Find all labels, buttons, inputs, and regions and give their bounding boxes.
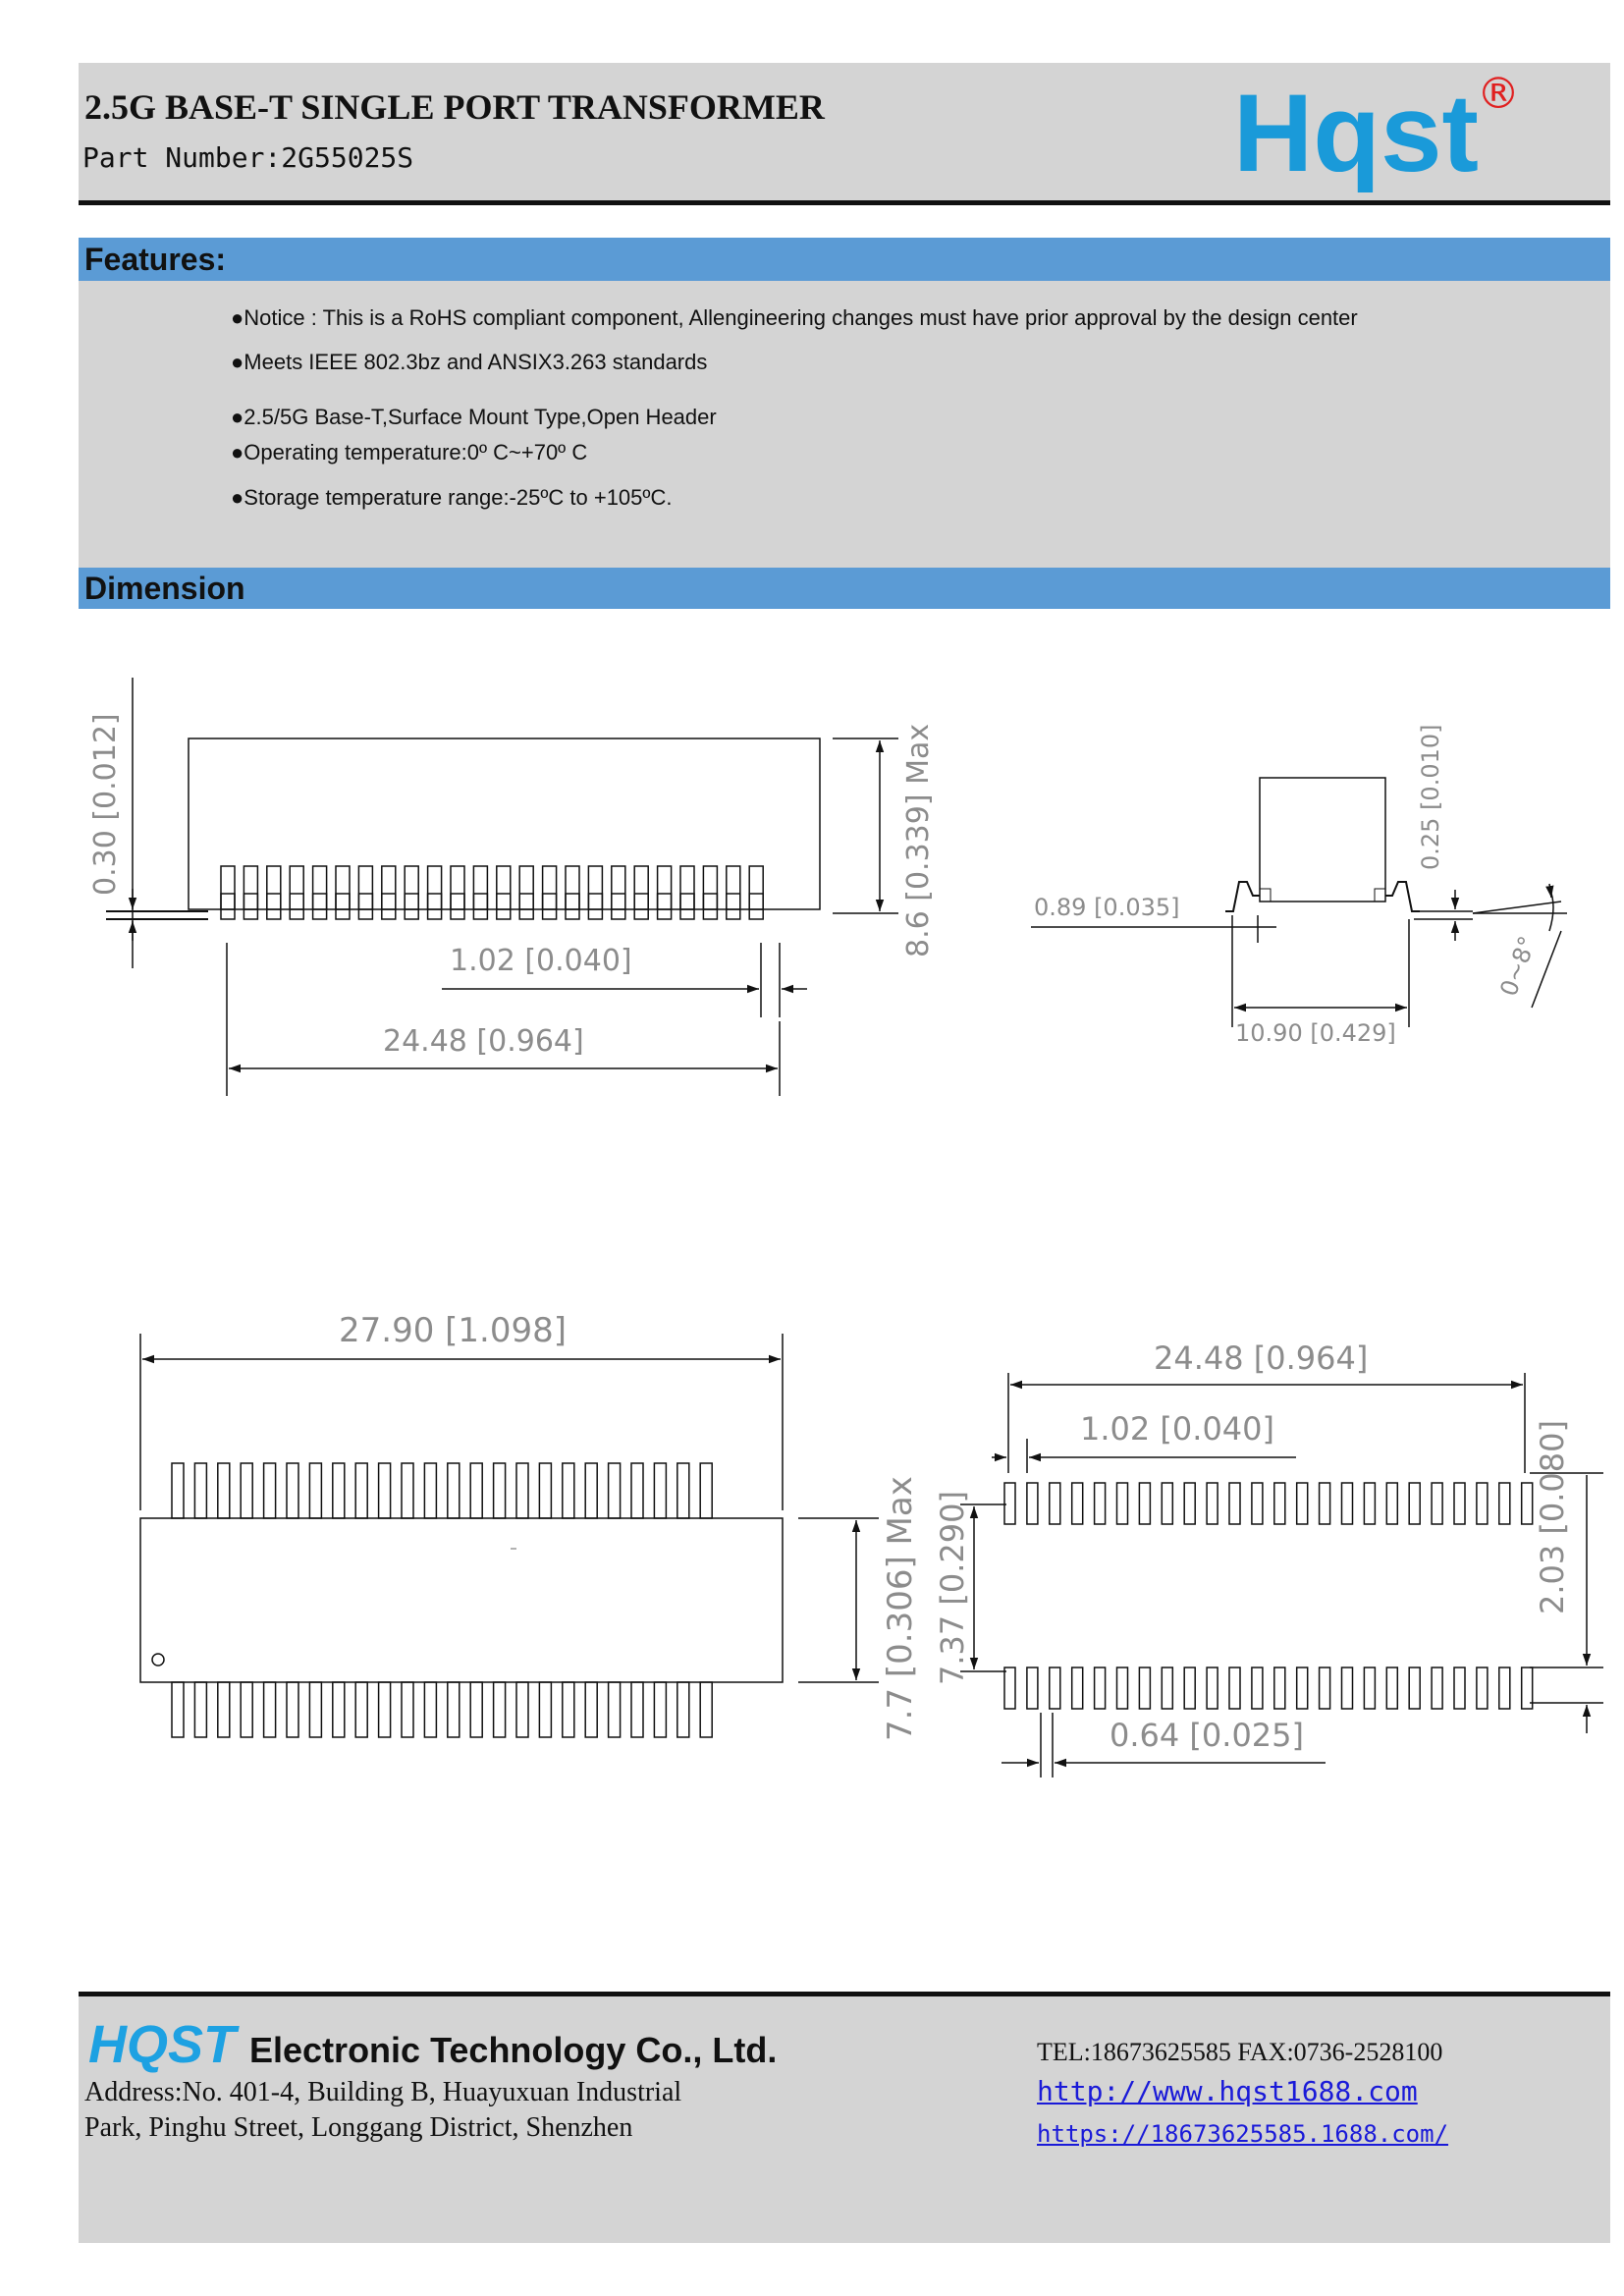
feature-item: ●Meets IEEE 802.3bz and ANSIX3.263 standards (231, 350, 708, 374)
feature-item: ●Storage temperature range:-25ºC to +105ºC. (231, 485, 673, 510)
dimension-heading: Dimension (79, 568, 1610, 609)
top-view-lead (333, 1463, 345, 1518)
feature-item: ●Operating temperature:0º C~+70º C (231, 440, 588, 465)
side-view-lead-foot (612, 894, 625, 919)
pad-row-spacing-label: 7.37 [0.290] (934, 1491, 971, 1685)
side-view-lead-foot (566, 894, 579, 919)
top-view-lead (355, 1463, 367, 1518)
land-pad (1432, 1483, 1442, 1524)
side-view-bottom-leads (221, 894, 763, 919)
lead-span-label: 10.90 [0.429] (1235, 1019, 1396, 1047)
top-view-lead (609, 1682, 621, 1737)
top-view-lead (333, 1682, 345, 1737)
side-view-lead-foot (244, 894, 257, 919)
land-pad (1409, 1483, 1420, 1524)
side-view-lead (382, 866, 396, 909)
pad-length-label: 2.03 [0.080] (1534, 1420, 1571, 1614)
top-view-lead (700, 1463, 712, 1518)
land-pad (1207, 1667, 1218, 1709)
land-pad (1252, 1667, 1263, 1709)
land-pad (1297, 1483, 1308, 1524)
top-view-lead (677, 1463, 689, 1518)
side-view-lead (244, 866, 257, 909)
side-view-lead-foot (290, 894, 303, 919)
land-pad (1229, 1667, 1240, 1709)
lead-angle-label: 0~8° (1494, 932, 1543, 1001)
side-view-lead (727, 866, 740, 909)
pin-span-label: 24.48 [0.964] (383, 1024, 584, 1059)
top-view-lead (470, 1463, 482, 1518)
top-view-lead (470, 1682, 482, 1737)
side-view-lead-foot (543, 894, 557, 919)
store-link[interactable]: https://18673625585.1688.com/ (1037, 2120, 1449, 2148)
land-pad (1274, 1667, 1285, 1709)
hqst-logo (1229, 65, 1524, 192)
land-pad (1004, 1483, 1015, 1524)
top-view-lead (402, 1463, 413, 1518)
top-view-lead (379, 1463, 391, 1518)
land-pad (1364, 1483, 1375, 1524)
top-view-lead (287, 1682, 298, 1737)
side-view-lead-foot (451, 894, 464, 919)
logo-text: Hqst (1233, 72, 1479, 192)
side-view-lead-foot (658, 894, 672, 919)
feature-item: ●Notice : This is a RoHS compliant component, Allengineering changes must have prior approval by the design center (231, 305, 1358, 330)
side-view (106, 678, 898, 1096)
land-pattern-upper-pads (1004, 1483, 1533, 1524)
top-view-lead (424, 1463, 436, 1518)
land-pad (1386, 1667, 1397, 1709)
lead-thickness-label: 0.30 [0.012] (88, 713, 123, 896)
land-pad (1522, 1667, 1533, 1709)
land-pad (1252, 1483, 1263, 1524)
land-pad (1477, 1667, 1488, 1709)
features-list (79, 281, 1610, 568)
top-view-lead (494, 1463, 506, 1518)
top-view (140, 1334, 879, 1737)
top-view-lead (654, 1463, 666, 1518)
top-view-lead (654, 1682, 666, 1737)
pad-width-label: 0.64 [0.025] (1110, 1717, 1304, 1754)
side-view-lead (428, 866, 442, 909)
document-title: 2.5G BASE-T SINGLE PORT TRANSFORMER (84, 87, 825, 127)
land-pad (1297, 1667, 1308, 1709)
land-pattern (960, 1373, 1603, 1777)
land-pad (1320, 1483, 1330, 1524)
side-view-lead-foot (405, 894, 418, 919)
side-view-body (189, 738, 820, 909)
top-view-lead (264, 1682, 276, 1737)
top-view-lead (609, 1463, 621, 1518)
company-suffix: Electronic Technology Co., Ltd. (249, 2030, 778, 2070)
top-view-lead (700, 1682, 712, 1737)
land-pad (1117, 1483, 1128, 1524)
land-pad (1095, 1483, 1106, 1524)
side-view-lead (358, 866, 372, 909)
side-view-lead (290, 866, 303, 909)
website-link[interactable]: http://www.hqst1688.com (1037, 2075, 1418, 2107)
side-view-lead (497, 866, 511, 909)
land-pad (1027, 1667, 1038, 1709)
top-view-lead (631, 1463, 643, 1518)
top-view-lead (402, 1682, 413, 1737)
top-view-lead (539, 1463, 551, 1518)
land-pad (1184, 1667, 1195, 1709)
side-view-lead-foot (680, 894, 694, 919)
top-view-lead (585, 1463, 597, 1518)
top-view-body (140, 1518, 783, 1682)
land-pad (1364, 1667, 1375, 1709)
pad-pitch-label: 1.02 [0.040] (1080, 1410, 1274, 1448)
land-pad (1095, 1667, 1106, 1709)
side-view-lead-foot (382, 894, 396, 919)
top-view-lead (241, 1682, 252, 1737)
side-view-lead-foot (588, 894, 602, 919)
land-pad (1072, 1667, 1083, 1709)
body-length-label: 27.90 [1.098] (339, 1311, 568, 1350)
land-pad (1050, 1667, 1060, 1709)
land-pad (1139, 1483, 1150, 1524)
side-view-lead-foot (428, 894, 442, 919)
top-view-lead (585, 1682, 597, 1737)
side-view-lead (336, 866, 350, 909)
features-heading: Features: (79, 238, 1610, 281)
top-view-lead (264, 1463, 276, 1518)
top-view-lower-leads (172, 1682, 712, 1737)
address-line: Park, Pinghu Street, Longgang District, Shenzhen (84, 2112, 633, 2143)
side-view-lead-foot (313, 894, 327, 919)
land-pad (1320, 1667, 1330, 1709)
top-view-lead (424, 1682, 436, 1737)
side-view-lead (612, 866, 625, 909)
side-view-lead-foot (267, 894, 281, 919)
part-number: Part Number:2G55025S (82, 141, 414, 174)
side-view-lead (588, 866, 602, 909)
top-view-lead (287, 1463, 298, 1518)
top-view-lead (218, 1463, 230, 1518)
side-view-lead-foot (221, 894, 235, 919)
company-address (84, 2075, 772, 2146)
side-view-lead-foot (703, 894, 717, 919)
top-view-lead (677, 1682, 689, 1737)
company-name (88, 2014, 777, 2075)
side-view-lead (543, 866, 557, 909)
top-view-upper-leads (172, 1463, 712, 1518)
side-view-lead (519, 866, 533, 909)
top-view-lead (172, 1463, 184, 1518)
height-label: 8.6 [0.339] Max (901, 723, 936, 957)
side-view-lead-foot (358, 894, 372, 919)
side-view-lead (451, 866, 464, 909)
standoff-label: 0.25 [0.010] (1417, 724, 1444, 870)
land-pad (1499, 1667, 1510, 1709)
top-view-lead (516, 1682, 528, 1737)
land-pad (1027, 1483, 1038, 1524)
top-view-lead (194, 1682, 206, 1737)
side-view-lead (658, 866, 672, 909)
side-view-lead (221, 866, 235, 909)
land-pad (1162, 1667, 1172, 1709)
feature-item: ●2.5/5G Base-T,Surface Mount Type,Open Header (231, 405, 717, 429)
lead-length-label: 0.89 [0.035] (1034, 894, 1180, 921)
pitch-label: 1.02 [0.040] (450, 944, 632, 978)
side-view-lead-foot (497, 894, 511, 919)
land-pad (1229, 1483, 1240, 1524)
top-view-lead (448, 1682, 460, 1737)
body-width-label: 7.7 [0.306] Max (881, 1476, 920, 1741)
side-view-lead (405, 866, 418, 909)
land-pad (1409, 1667, 1420, 1709)
top-view-lead (309, 1463, 321, 1518)
land-pad (1454, 1483, 1465, 1524)
end-view (1031, 778, 1567, 1027)
top-view-lead (194, 1463, 206, 1518)
top-view-lead (516, 1463, 528, 1518)
land-pad (1342, 1667, 1353, 1709)
top-view-lead (172, 1682, 184, 1737)
side-view-lead-foot (749, 894, 763, 919)
land-pad (1522, 1483, 1533, 1524)
land-pad (1432, 1667, 1442, 1709)
land-pad (1386, 1483, 1397, 1524)
end-view-body (1260, 778, 1385, 902)
side-view-lead (267, 866, 281, 909)
land-pad (1139, 1667, 1150, 1709)
contact-phone-fax: TEL:18673625585 FAX:0736-2528100 (1037, 2038, 1443, 2066)
land-pad (1162, 1483, 1172, 1524)
side-view-lead (473, 866, 487, 909)
land-pad (1072, 1483, 1083, 1524)
side-view-lead (680, 866, 694, 909)
company-brand: HQST (88, 2015, 237, 2074)
top-view-lead (218, 1682, 230, 1737)
land-pad (1342, 1483, 1353, 1524)
side-view-lead (634, 866, 648, 909)
land-pad (1477, 1483, 1488, 1524)
land-pad (1274, 1483, 1285, 1524)
land-pad (1004, 1667, 1015, 1709)
land-pad (1184, 1483, 1195, 1524)
top-view-lead (563, 1463, 574, 1518)
side-view-lead (703, 866, 717, 909)
land-pad (1050, 1483, 1060, 1524)
land-pad (1117, 1667, 1128, 1709)
registered-mark: ® (1477, 69, 1520, 119)
top-view-lead (631, 1682, 643, 1737)
side-view-lead (566, 866, 579, 909)
side-view-lead-foot (336, 894, 350, 919)
top-view-lead (379, 1682, 391, 1737)
land-pad (1207, 1483, 1218, 1524)
land-pattern-lower-pads (1004, 1667, 1533, 1709)
side-view-top-leads (221, 866, 763, 909)
side-view-lead (749, 866, 763, 909)
top-view-lead (355, 1682, 367, 1737)
document-header (79, 63, 1610, 205)
document-footer (79, 1992, 1610, 2243)
top-view-lead (241, 1463, 252, 1518)
top-view-lead (539, 1682, 551, 1737)
side-view-lead-foot (519, 894, 533, 919)
side-view-lead-foot (473, 894, 487, 919)
address-line: Address:No. 401-4, Building B, Huayuxuan Industrial (84, 2077, 682, 2107)
side-view-lead (313, 866, 327, 909)
side-view-lead-foot (727, 894, 740, 919)
pin1-indicator (152, 1654, 164, 1666)
top-view-lead (563, 1682, 574, 1737)
top-view-lead (448, 1463, 460, 1518)
side-view-lead-foot (634, 894, 648, 919)
pad-span-label: 24.48 [0.964] (1154, 1339, 1369, 1377)
land-pad (1454, 1667, 1465, 1709)
top-view-lead (494, 1682, 506, 1737)
top-view-lead (309, 1682, 321, 1737)
land-pad (1499, 1483, 1510, 1524)
